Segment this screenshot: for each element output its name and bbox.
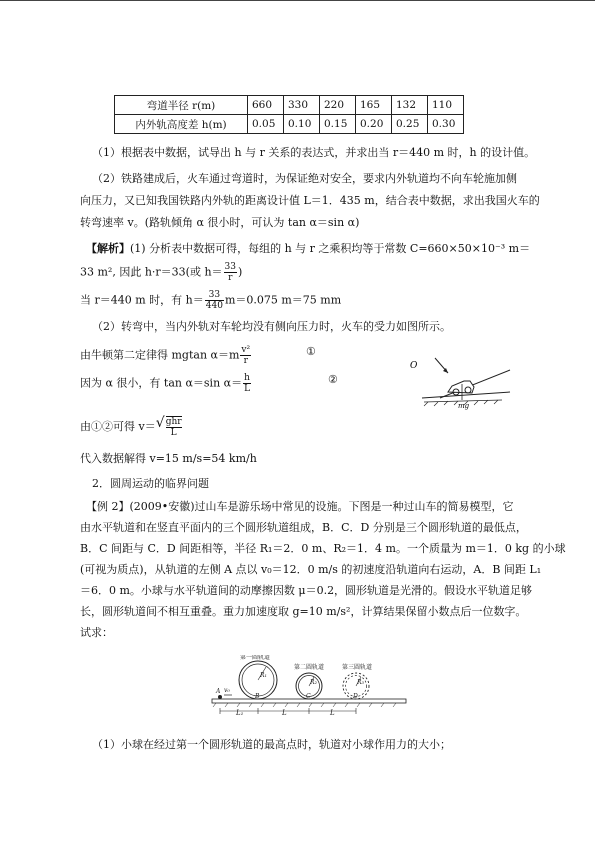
question-1: （1）根据表中数据，试导出 h 与 r 关系的表达式，并求出当 r＝440 m 时，h 的设计值。	[92, 146, 536, 159]
equation-1-marker: ①	[306, 345, 316, 358]
analysis-line-4: （2）转弯中，当内外轨对车轮均没有侧向压力时，火车的受力如图所示。	[92, 320, 451, 333]
analysis-line-2	[80, 262, 242, 283]
example-line-3: B．C 间距与 C．D 间距相等，半径 R₁＝2．0 m、R₂＝1．4 m。一个质量为 m＝1．0 kg 的小球	[80, 542, 566, 555]
example-line-1: 【例 2】(2009•安徽)过山车是游乐场中常见的设施。下图是一种过山车的简易模型，它	[86, 500, 514, 513]
analysis-text: m＝0.075 m＝75 mm	[224, 293, 342, 307]
denominator: r	[228, 273, 233, 283]
label-mg: mg	[458, 402, 470, 410]
table-row	[115, 96, 464, 115]
analysis-text: 因为 α 很小，有 tan α＝sin α＝	[80, 376, 243, 390]
denominator: L	[244, 384, 251, 394]
example-line-2: 由水平轨道和在竖直平面内的三个圆形轨道组成，B．C．D 分别是三个圆形轨道的最低点，	[80, 521, 527, 534]
point-b-label: B	[255, 693, 260, 700]
v0-label: v₀	[224, 687, 230, 694]
table-row	[115, 115, 464, 134]
equation-1	[80, 345, 252, 366]
data-table	[114, 95, 464, 134]
fraction	[240, 345, 251, 366]
equation-2	[80, 373, 252, 394]
final-question: （1）小球在经过第一个圆形轨道的最高点时，轨道对小球作用力的大小；	[92, 738, 451, 751]
analysis-tag: 【解析】	[86, 242, 130, 255]
equation-3	[80, 416, 182, 438]
square-root: √ ghr L	[155, 415, 182, 438]
denominator: L	[170, 428, 177, 438]
table-cell: 0.25	[392, 115, 428, 134]
fraction	[205, 290, 224, 311]
table-cell: 0.10	[284, 115, 320, 134]
denominator: 440	[205, 301, 223, 311]
fraction	[224, 262, 237, 283]
distance-l-label: L	[282, 709, 287, 717]
force-diagram	[400, 340, 515, 410]
r2-label: R₂	[310, 679, 317, 686]
numerator: ghr	[165, 417, 182, 427]
analysis-text: 当 r＝440 m 时，有 h＝	[80, 293, 204, 307]
analysis-line-3	[80, 290, 341, 311]
example-line-6: 长，圆形轨道间不相互重叠。重力加速度取 g=10 m/s²，计算结果保留小数点后一位数字。	[80, 605, 527, 618]
table-cell: 660	[248, 96, 284, 115]
section-heading: 2．圆周运动的临界问题	[92, 477, 209, 490]
analysis-text: (1) 分析表中数据可得，每组的 h 与 r 之乘积均等于常数 C=660×50×10⁻³ m＝	[130, 242, 531, 255]
question-2-line-1: （2）铁路建成后，火车通过弯道时，为保证绝对安全，要求内外轨道均不向车轮施加侧	[92, 172, 517, 185]
example-line-7: 试求：	[80, 626, 113, 639]
roller-coaster-diagram	[210, 655, 410, 717]
numerator: 33	[224, 262, 236, 272]
table-cell: 0.05	[248, 115, 284, 134]
table-cell: 0.20	[356, 115, 392, 134]
denominator: r	[243, 356, 248, 366]
label-o: O	[410, 361, 418, 371]
analysis-text: 由牛顿第二定律得 mgtan α＝m	[80, 348, 240, 362]
point-c-label: C	[306, 693, 311, 700]
distance-l-label: L	[330, 709, 335, 717]
table-cell: 0.30	[428, 115, 464, 134]
numerator: v²	[241, 345, 251, 355]
analysis-text: 由①②可得 v＝	[80, 420, 156, 433]
track-1-label: 第一圆轨道	[240, 655, 271, 661]
example-line-5: ＝6．0 m。小球与水平轨道间的动摩擦因数 μ＝0.2，圆形轨道是光滑的。假设水平轨道足够	[80, 584, 533, 597]
analysis-text: )	[238, 265, 243, 279]
numerator: h	[244, 373, 250, 383]
analysis-text: 33 m², 因此 h·r＝33(或 h＝	[80, 265, 223, 279]
track-2-label: 第二圆轨道	[294, 664, 325, 671]
numerator: 33	[205, 290, 224, 301]
table-cell: 0.15	[320, 115, 356, 134]
r3-label: R₃	[357, 679, 364, 686]
example-line-4: (可视为质点)，从轨道的左侧 A 点以 v₀＝12．0 m/s 的初速度沿轨道向右运动，A．B 间距 L₁	[80, 563, 542, 576]
point-a-label: A	[216, 688, 221, 695]
r1-label: R₁	[260, 672, 267, 679]
distance-l1-label: L₁	[236, 709, 244, 717]
point-d-label: D	[353, 693, 358, 700]
table-cell: 132	[392, 96, 428, 115]
table-cell: 110	[428, 96, 464, 115]
row-header: 弯道半径 r(m)	[115, 96, 248, 115]
question-2-line-3: 转弯速率 v。(路轨倾角 α 很小时，可认为 tan α＝sin α)	[80, 216, 360, 229]
table-cell: 220	[320, 96, 356, 115]
equation-2-marker: ②	[328, 373, 338, 386]
track-3-label: 第三圆轨道	[342, 664, 373, 671]
row-header: 内外轨高度差 h(m)	[115, 115, 248, 134]
table-cell: 330	[284, 96, 320, 115]
fraction	[243, 373, 251, 394]
analysis-line-1	[86, 242, 530, 256]
analysis-line-8: 代入数据解得 v=15 m/s=54 km/h	[80, 452, 257, 465]
table-cell: 165	[356, 96, 392, 115]
question-2-line-2: 向压力，又已知我国铁路内外轨的距离设计值 L＝1．435 m，结合表中数据，求出我国火车的	[80, 194, 540, 207]
